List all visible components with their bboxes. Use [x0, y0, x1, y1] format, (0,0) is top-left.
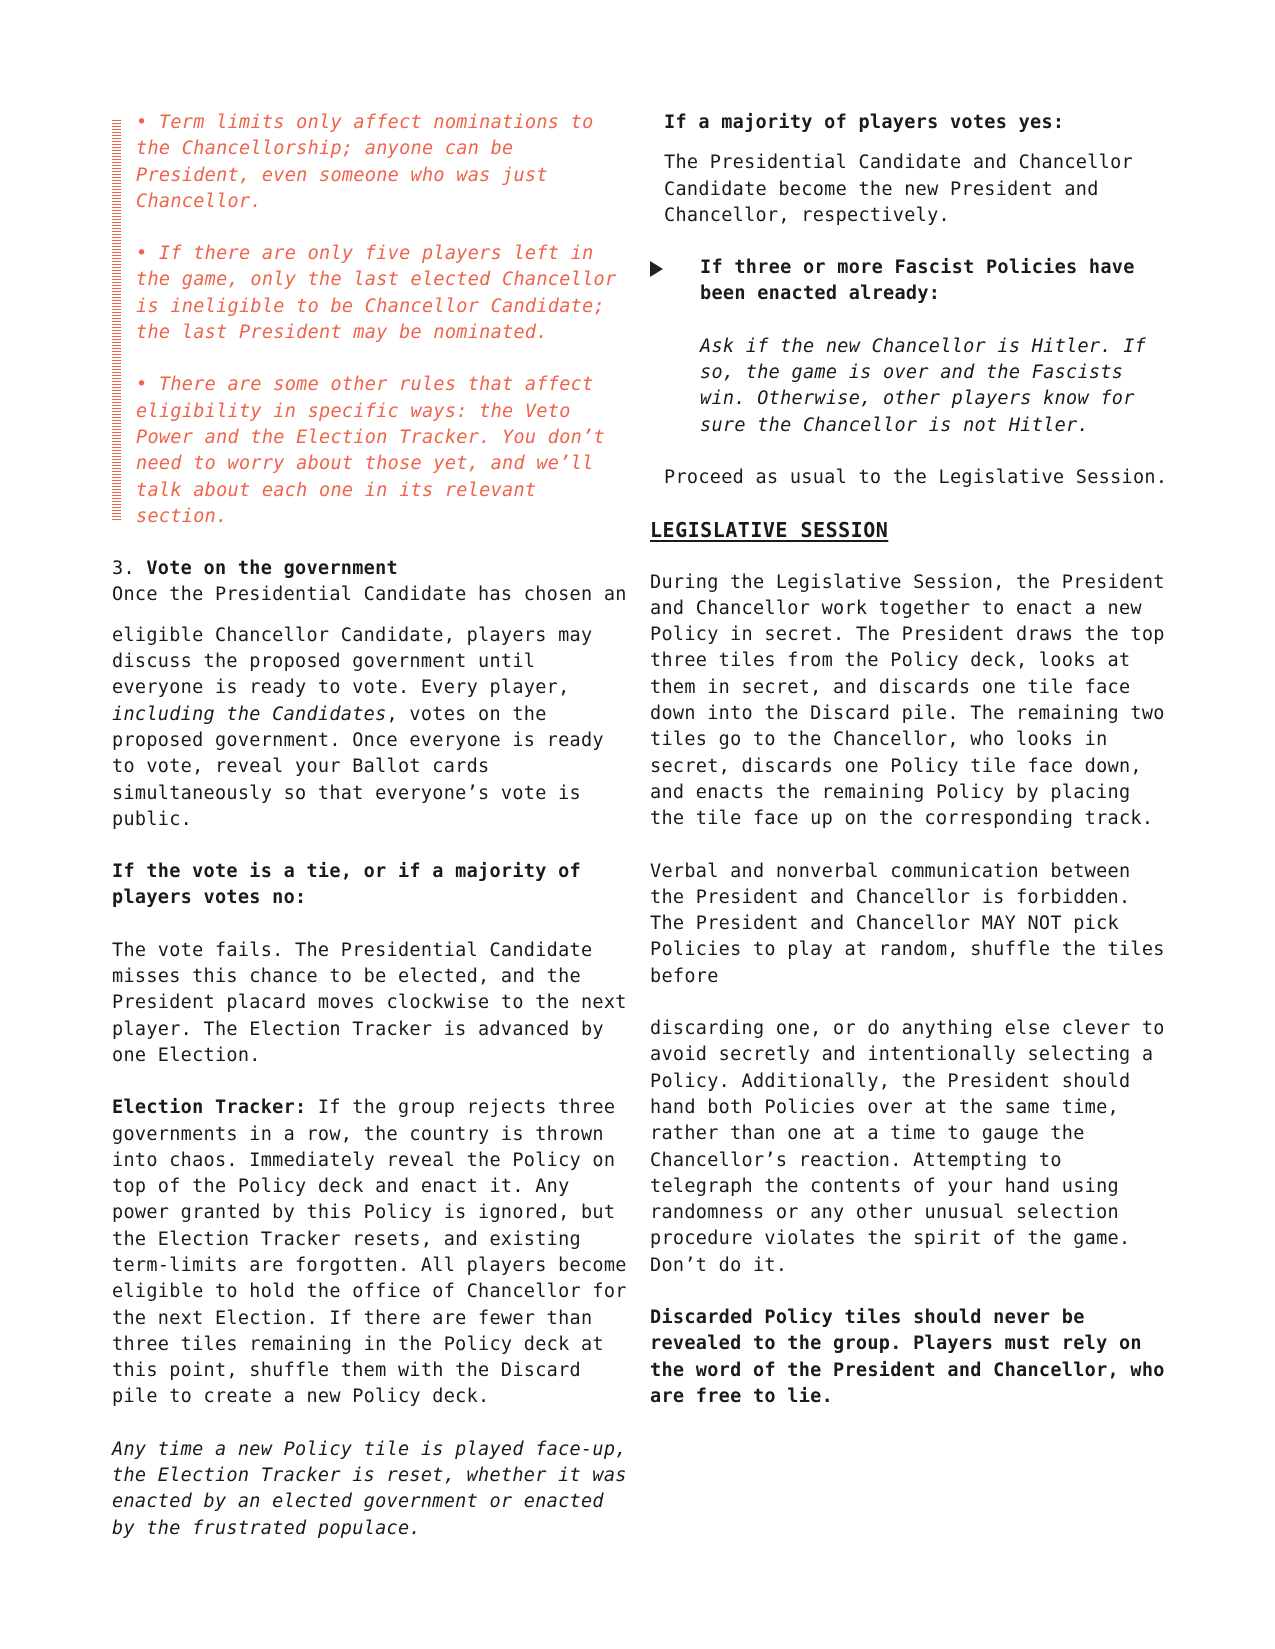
vote-text-a: eligible Chancellor Candidate, players may discuss the proposed government until everyone is ready to vote. Every player, — [112, 624, 593, 699]
left-column — [112, 110, 632, 1542]
step-intro: Once the Presidential Candidate has chosen an — [112, 584, 627, 606]
vote-paragraph — [112, 623, 632, 833]
session-paragraph-3: discarding one, or do anything else clever to avoid secretly and intentionally selecting a Policy. Additionally, the President should hand both Policies over at the same time, rather than one at a time to gauge the Chancellor’s reaction. Attempting to telegraph the contents of your hand using randomness or any other unusual selection procedure violates the spirit of the game. Don’t do it. — [650, 1018, 1165, 1276]
right-column — [650, 110, 1170, 1410]
section-title: LEGISLATIVE SESSION — [650, 518, 889, 543]
note-other-rules: • There are some other rules that affect eligibility in specific ways: the Veto Power and the Election Tracker. You don’t need to worry about those yet, and we’ll talk about each one in its relevant section. — [136, 374, 605, 527]
vote-text-italic: including the Candidates — [112, 703, 387, 725]
vote-text-b: , votes on the proposed government. Once everyone is ready to vote, reveal your Ballot cards simultaneously so that everyone’s vote is public. — [112, 703, 604, 830]
fascist-heading: If three or more Fascist Policies have been enacted already: — [700, 257, 1135, 305]
step-number: 3. — [112, 558, 135, 580]
yes-heading: If a majority of players votes yes: — [664, 112, 1065, 133]
tracker-body: If the group rejects three governments in a row, the country is thrown into chaos. Immediately reveal the Policy on top of the Policy deck and enact it. Any power granted by this Policy is ignored, but the Election Tracker resets, and existing term-limits are forgotten. All players become eligible to hold the office of Chancellor for the next Election. If there are fewer than three tiles remaining in the Policy deck at this point, shuffle them with the Discard pile to create a new Policy deck. — [112, 1097, 627, 1408]
proceed-text: Proceed as usual to the Legislative Session. — [664, 466, 1168, 488]
notes-dashed-rule — [112, 120, 121, 522]
note-term-limits: • Term limits only affect nominations to the Chancellorship; anyone can be President, even someone who was just Chancellor. — [136, 112, 594, 212]
triangle-bullet-icon — [650, 261, 663, 277]
step-heading — [112, 556, 632, 582]
discard-warning: Discarded Policy tiles should never be revealed to the group. Players must rely on the word of the President and Chancellor, who are free to lie. — [650, 1306, 1165, 1407]
note-five-players: • If there are only five players left in the game, only the last elected Chancellor is ineligible to be Chancellor Candidate; the last President may be nominated. — [136, 243, 617, 344]
session-paragraph-1: During the Legislative Session, the President and Chancellor work together to enact a new Policy in secret. The President draws the top three tiles from the Policy deck, looks at them in secret, and discards one tile face down into the Discard pile. The remaining two tiles go to the Chancellor, who looks in secret, discards one Policy tile face down, and enacts the remaining Policy by placing the tile face up on the corresponding track. — [650, 571, 1165, 830]
tie-body: The vote fails. The Presidential Candidate misses this chance to be elected, and the President placard moves clockwise to the next player. The Election Tracker is advanced by one Election. — [112, 939, 627, 1066]
yes-body: The Presidential Candidate and Chancellor Candidate become the new President and Chancellor, respectively. — [664, 152, 1133, 226]
tracker-note: Any time a new Policy tile is played face-up, the Election Tracker is reset, whether it was enacted by an elected government or enacted by the frustrated populace. — [112, 1438, 627, 1539]
tie-heading: If the vote is a tie, or if a majority of players votes no: — [112, 861, 581, 909]
tracker-label: Election Tracker: — [112, 1097, 307, 1119]
session-paragraph-2: Verbal and nonverbal communication between the President and Chancellor is forbidden. The President and Chancellor MAY NOT pick Policies to play at random, shuffle the tiles before — [650, 860, 1165, 987]
fascist-body: Ask if the new Chancellor is Hitler. If so, the game is over and the Fascists win. Otherwise, other players know for sure the Chancellor is not Hitler. — [700, 335, 1147, 436]
step-title: Vote on the government — [146, 558, 398, 580]
tracker-paragraph — [112, 1095, 632, 1411]
fascist-condition — [650, 255, 1170, 308]
sidebar-notes — [112, 110, 632, 530]
